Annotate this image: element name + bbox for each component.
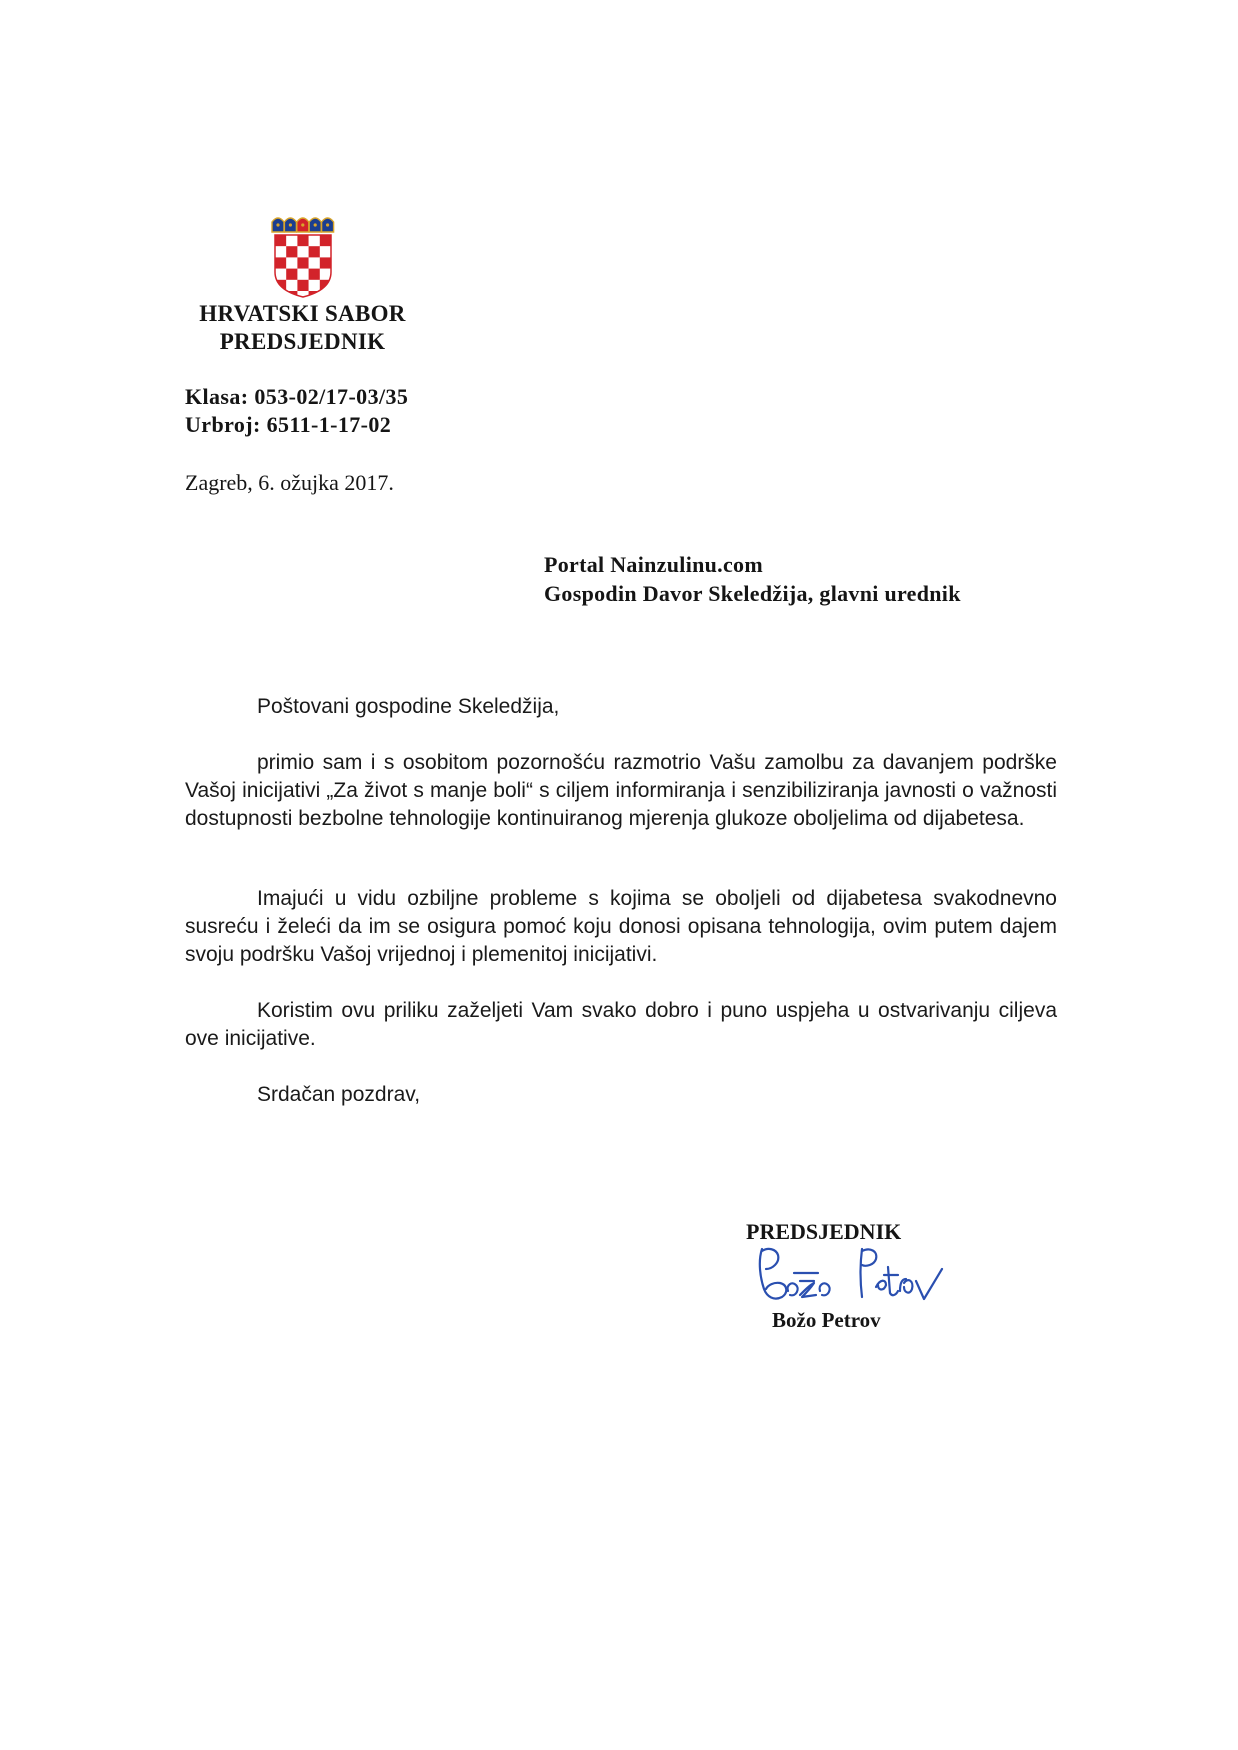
salutation: Poštovani gospodine Skeledžija, [257,695,560,718]
reference-urbroj: Urbroj: 6511-1-17-02 [185,412,392,437]
checkerboard-shield-icon [275,235,331,298]
institution-name: HRVATSKI SABOR [199,301,406,326]
recipient-line-2: Gospodin Davor Skeledžija, glavni urednik [544,581,961,606]
crown-icon [272,218,334,232]
paragraph-2: Imajući u vidu ozbiljne probleme s kojima se oboljeli od dijabetesa svakodnevno susreću i želeći da im se osigura pomoć koju donosi opisana tehnologija, ovim putem dajem svoju podršku Vašoj vrijednoj i plemenitoj inicijativi. [185,887,1057,966]
office-title: PREDSJEDNIK [219,329,386,354]
reference-klasa: Klasa: 053-02/17-03/35 [185,384,409,409]
handwritten-signature [748,1243,958,1315]
letter-date: Zagreb, 6. ožujka 2017. [185,470,394,495]
coat-of-arms-icon [270,214,336,298]
closing: Srdačan pozdrav, [257,1083,421,1106]
paragraph-3: Koristim ovu priliku zaželjeti Vam svako dobro i puno uspjeha u ostvarivanju ciljeva ove inicijative. [185,999,1057,1050]
signature-title: PREDSJEDNIK [746,1219,902,1244]
paragraph-1: primio sam i s osobitom pozornošću razmotrio Vašu zamolbu za davanjem podrške Vašoj inicijativi „Za život s manje boli“ s ciljem informiranja i senzibiliziranja javnosti o važnosti dostupnosti bezbolne tehnologije kontinuiranog mjerenja glukoze oboljelima od dijabetesa. [185,751,1057,830]
recipient-line-1: Portal Nainzulinu.com [544,552,763,577]
signatory-name: Božo Petrov [772,1308,881,1332]
